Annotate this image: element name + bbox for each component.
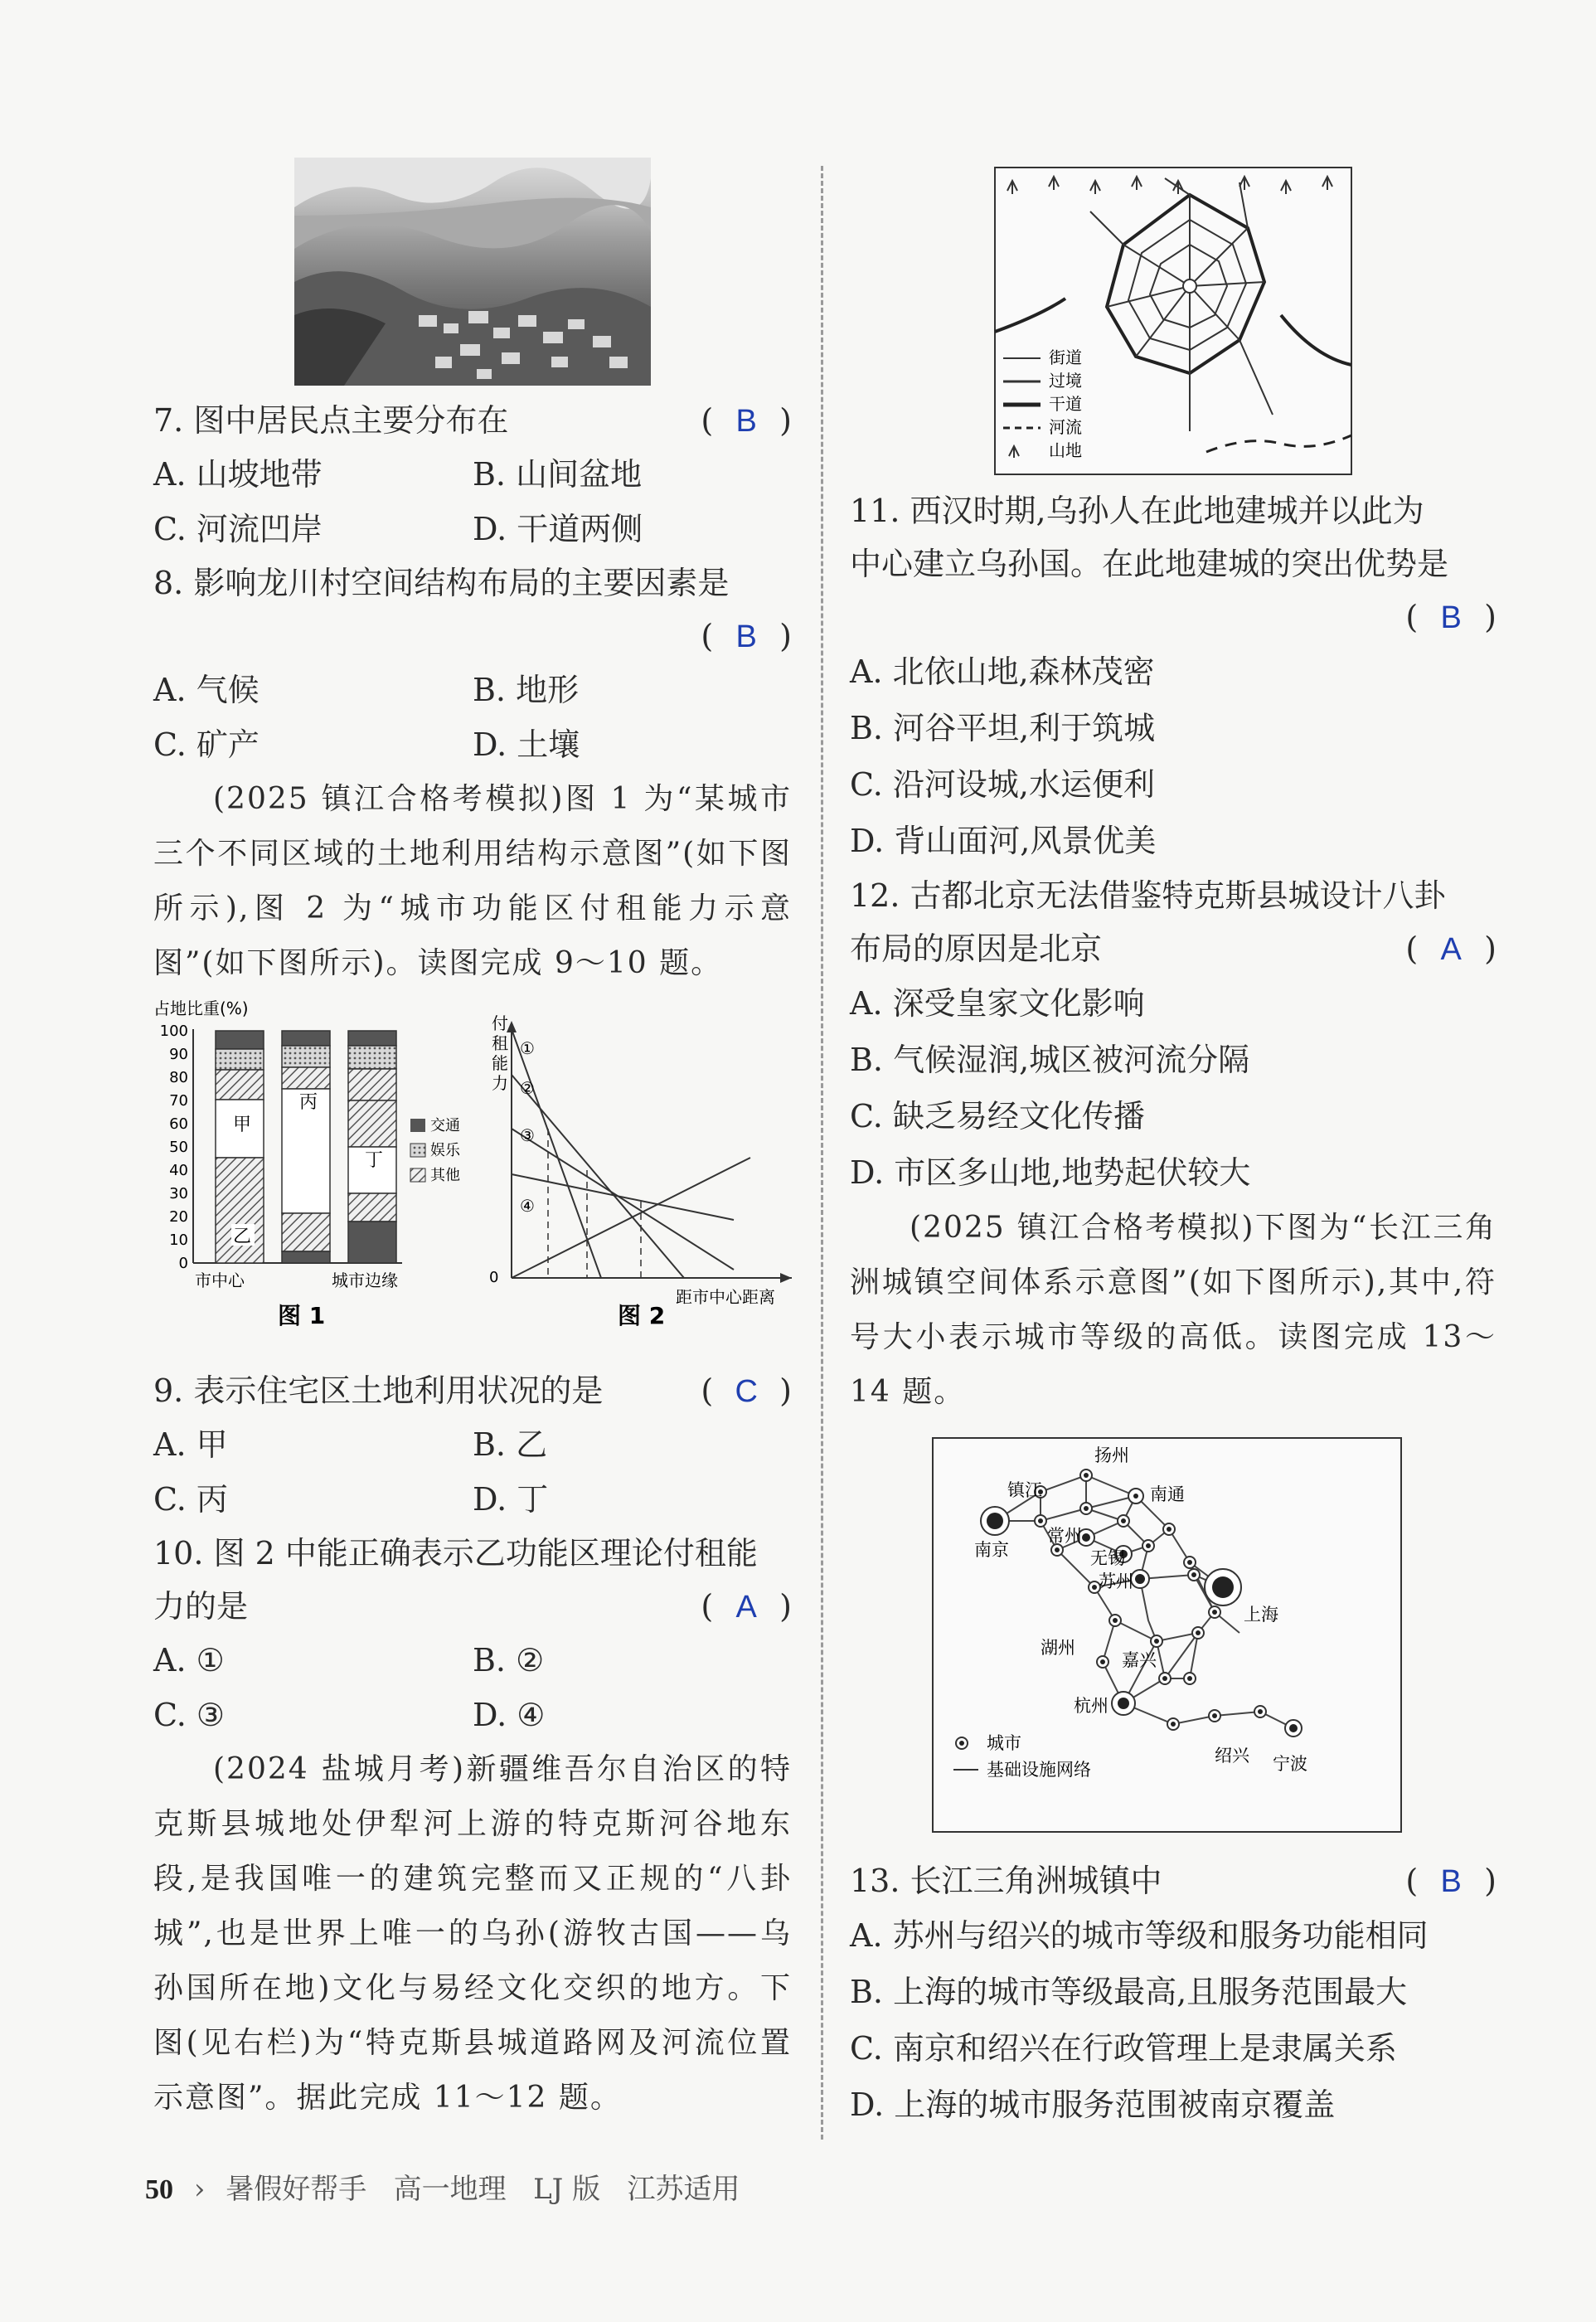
- answer-9-value: C: [735, 1374, 758, 1409]
- legend-transit: 过境: [1049, 371, 1082, 391]
- option-c: C. 丙: [153, 1481, 228, 1518]
- fig1-ytick: 80: [169, 1069, 188, 1086]
- option-d: D. 上海的城市服务范围被南京覆盖: [850, 2086, 1336, 2123]
- fig2-curve-label: ③: [520, 1125, 535, 1145]
- answer-8: ( B ): [701, 610, 792, 663]
- answer-10: ( A ): [701, 1580, 792, 1634]
- city-label-suzhou: 苏州: [1099, 1571, 1133, 1591]
- question-11-text: 11. 西汉时期,乌孙人在此地建城并以此为: [850, 493, 1424, 529]
- option-c: C. 南京和绍兴在行政管理上是隶属关系: [850, 2030, 1397, 2067]
- option-b: B. 气候湿润,城区被河流分隔: [850, 1042, 1250, 1078]
- answer-13-value: B: [1440, 1864, 1462, 1899]
- legend-network: 基础设施网络: [987, 1760, 1091, 1780]
- option-c: C. 沿河设城,水运便利: [850, 766, 1155, 803]
- option-d: D. ④: [473, 1697, 546, 1733]
- village-photo: [294, 158, 651, 386]
- fig1-caption: 图 1: [278, 1302, 326, 1329]
- village-photo-drawing: [294, 158, 651, 386]
- fig1-ylabel: 占地比重(%): [153, 998, 249, 1018]
- city-label-wuxi: 无锡: [1090, 1548, 1125, 1568]
- fig1-ytick: 90: [169, 1046, 188, 1063]
- city-label-shaoxing: 绍兴: [1215, 1746, 1249, 1766]
- option-b: B. ②: [473, 1642, 545, 1678]
- fig1-ytick: 100: [159, 1023, 188, 1040]
- fig1-ytick: 30: [169, 1185, 188, 1202]
- question-11-line2: [850, 537, 1497, 590]
- fig2-curve-label: ④: [520, 1196, 535, 1216]
- column-divider: [821, 166, 823, 2140]
- question-7: [153, 394, 792, 447]
- fig1-ytick: 20: [169, 1208, 188, 1226]
- option-d: D. 背山面河,风景优美: [850, 823, 1157, 859]
- curve-5: [512, 1174, 734, 1220]
- option-d: D. 丁: [473, 1481, 549, 1518]
- answer-9: ( C ): [701, 1364, 792, 1418]
- legend-street: 街道: [1049, 347, 1082, 367]
- tekes-road-map: [850, 166, 1497, 481]
- fig1-label-bing: 丙: [299, 1092, 318, 1113]
- option-c: C. 河流凹岸: [153, 511, 323, 547]
- city-label-zhenjiang: 镇江: [1007, 1480, 1042, 1500]
- question-10-line2: [153, 1580, 792, 1633]
- city-label-jiaxing: 嘉兴: [1122, 1650, 1157, 1670]
- legend-city: 城市: [987, 1733, 1021, 1753]
- city-label-changzhou: 常州: [1047, 1526, 1082, 1546]
- question-12-line2: [850, 922, 1497, 975]
- question-7-text: 7. 图中居民点主要分布在: [153, 402, 509, 439]
- fig2-caption: 图 2: [618, 1302, 666, 1329]
- fig2-curve-label: ①: [520, 1038, 535, 1058]
- tekes-map-legend: [999, 344, 1107, 469]
- legend-river: 河流: [1049, 417, 1082, 437]
- fig2: [489, 1013, 792, 1329]
- option-a: A. 甲: [153, 1426, 228, 1463]
- city-label-ningbo: 宁波: [1273, 1754, 1307, 1774]
- city-label-yangzhou: 扬州: [1094, 1445, 1129, 1465]
- fig1-ytick: 40: [169, 1162, 188, 1179]
- question-12: [850, 869, 1497, 922]
- question-13: [850, 1854, 1497, 1907]
- curve-1: [512, 1029, 601, 1278]
- question-7-options-2: [153, 502, 792, 556]
- question-8-options-2: [153, 717, 792, 772]
- option-a: A. 苏州与绍兴的城市等级和服务功能相同: [850, 1917, 1429, 1954]
- answer-7-value: B: [735, 404, 757, 439]
- answer-13: ( B ): [1405, 1854, 1497, 1908]
- fig1-xleft: 市中心: [195, 1270, 245, 1290]
- question-9-text: 9. 表示住宅区土地利用状况的是: [153, 1372, 604, 1409]
- answer-7: ( B ): [701, 394, 792, 448]
- option-c: C. 矿产: [153, 726, 260, 763]
- question-8-text: 8. 影响龙川村空间结构布局的主要因素是: [153, 565, 730, 601]
- city-label-nanjing: 南京: [974, 1540, 1009, 1560]
- city-label-nantong: 南通: [1150, 1484, 1185, 1504]
- svg-text:租: 租: [492, 1033, 508, 1053]
- option-a: A. ①: [153, 1642, 225, 1678]
- footer-book-title: 暑假好帮手 高一地理 LJ 版 江苏适用: [226, 2173, 740, 2206]
- question-7-options: [153, 447, 792, 502]
- svg-text:力: 力: [492, 1073, 508, 1093]
- fig1-label-ding: 丁: [365, 1150, 384, 1171]
- answer-12-value: A: [1440, 932, 1462, 967]
- question-12-text-2: 布局的原因是北京: [850, 930, 1103, 967]
- fig1-label-yi: 乙: [233, 1227, 252, 1247]
- curve-3: [512, 1129, 734, 1270]
- question-10-text-2: 力的是: [153, 1588, 249, 1625]
- question-10-text: 10. 图 2 中能正确表示乙功能区理论付租能: [153, 1535, 758, 1571]
- option-c: C. ③: [153, 1697, 225, 1733]
- fig1-xright: 城市边缘: [332, 1270, 398, 1290]
- question-11: [850, 484, 1497, 537]
- page-footer: [145, 2166, 740, 2207]
- yangtze-delta-map: [850, 1430, 1497, 1844]
- right-column: [850, 166, 1497, 2133]
- fig1-ytick: 50: [169, 1139, 188, 1156]
- answer-10-value: A: [735, 1590, 757, 1625]
- option-d: D. 市区多山地,地势起伏较大: [850, 1154, 1251, 1191]
- fig1-legend-item: 其他: [430, 1167, 460, 1184]
- option-a: A. 气候: [153, 672, 260, 708]
- answer-8-value: B: [735, 619, 757, 654]
- intro-11-12: (2024 盐城月考)新疆维吾尔自治区的特克斯县城地处伊犁河上游的特克斯河谷地东段,是我国唯一的建筑完整而又正规的“八卦城”,也是世界上唯一的乌孙(游牧古国——乌孙国所在地)文化与易经文化交织的地方。下图(见右栏)为“特克斯县城道路网及河流位置示意图”。据此完成 11～12 题。: [153, 1752, 792, 2115]
- fig1-ytick: 0: [178, 1255, 188, 1272]
- left-column: [153, 158, 792, 2125]
- question-9: [153, 1364, 792, 1417]
- option-a: A. 北依山地,森林茂密: [850, 653, 1155, 690]
- answer-11: ( B ): [1405, 590, 1497, 644]
- fig1-label-jia: 甲: [233, 1115, 252, 1135]
- curve-2: [512, 1075, 684, 1278]
- intro-13-14: (2025 镇江合格考模拟)下图为“长江三角洲城镇空间体系示意图”(如下图所示),其中,符号大小表示城市等级的高低。读图完成 13～14 题。: [850, 1211, 1497, 1409]
- question-11-text-2: 中心建立乌孙国。在此地建城的突出优势是: [850, 546, 1449, 582]
- question-9-options: [153, 1417, 792, 1472]
- fig2-origin: 0: [489, 1269, 499, 1286]
- question-13-text: 13. 长江三角洲城镇中: [850, 1863, 1162, 1899]
- svg-text:付: 付: [492, 1013, 508, 1033]
- fig1-ytick: 10: [169, 1231, 188, 1249]
- option-d: D. 土壤: [473, 726, 580, 763]
- question-11-answer-row: [850, 590, 1497, 644]
- question-10: [153, 1527, 792, 1580]
- city-label-hangzhou: 杭州: [1074, 1696, 1108, 1716]
- fig2-curve-label: ②: [520, 1078, 535, 1098]
- footer-arrow-icon: ›: [193, 2173, 206, 2206]
- question-10-options-2: [153, 1688, 792, 1742]
- fig1-ytick: 70: [169, 1092, 188, 1110]
- fig1-legend-item: 娱乐: [430, 1142, 460, 1159]
- option-a: A. 深受皇家文化影响: [850, 985, 1145, 1022]
- answer-11-value: B: [1440, 600, 1462, 635]
- legend-main-road: 干道: [1049, 394, 1082, 414]
- option-d: D. 干道两侧: [473, 511, 643, 547]
- question-8: [153, 556, 792, 610]
- intro-9-10: (2025 镇江合格考模拟)图 1 为“某城市三个不同区域的土地利用结构示意图”(如下图所示),图 2 为“城市功能区付租能力示意图”(如下图所示)。读图完成 9～10 题。: [153, 782, 792, 980]
- question-8-answer-row: [153, 610, 792, 663]
- option-b: B. 乙: [473, 1426, 548, 1463]
- question-12-text: 12. 古都北京无法借鉴特克斯县城设计八卦: [850, 877, 1446, 914]
- option-b: B. 上海的城市等级最高,且服务范围最大: [850, 1974, 1408, 2010]
- question-9-options-2: [153, 1472, 792, 1527]
- question-8-options: [153, 663, 792, 717]
- fig2-xlabel: 距市中心距离: [676, 1287, 775, 1307]
- option-a: A. 山坡地带: [153, 456, 323, 493]
- legend-mountain: 山地: [1049, 440, 1082, 460]
- fig1-legend-item: 交通: [430, 1117, 460, 1134]
- option-b: B. 山间盆地: [473, 456, 643, 493]
- fig1-ytick: 60: [169, 1115, 188, 1133]
- page-number: 50: [145, 2174, 173, 2205]
- option-c: C. 缺乏易经文化传播: [850, 1098, 1145, 1134]
- city-label-huzhou: 湖州: [1041, 1638, 1075, 1658]
- fig1-legend: [410, 1117, 461, 1184]
- question-10-options: [153, 1633, 792, 1688]
- curve-4: [512, 1158, 750, 1278]
- option-b: B. 地形: [473, 672, 580, 708]
- answer-12: ( A ): [1405, 922, 1497, 976]
- svg-text:能: 能: [492, 1053, 508, 1073]
- figures-1-2: [153, 996, 792, 1361]
- city-label-shanghai: 上海: [1244, 1605, 1278, 1625]
- option-b: B. 河谷平坦,利于筑城: [850, 710, 1156, 746]
